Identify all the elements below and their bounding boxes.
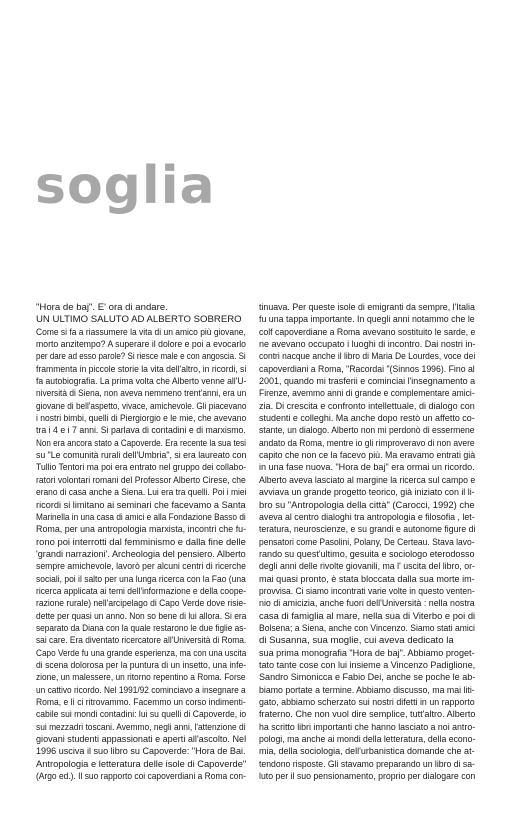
text-line: casa di famiglia al mare, nella sua di Viterbo e poi di [259, 610, 476, 622]
text-line: andato da Roma, mentre io gli rimproveravo di non avere [259, 437, 475, 449]
text-line: bro su "Antropologia della città" (Carocci, 1992) che [259, 499, 475, 511]
text-line: di scena dolorosa per la puntura di un insetto, una infe- [36, 659, 247, 671]
text-line: Firenze, avemmo anni di grande e complementare amici- [259, 388, 475, 400]
text-line: sua prima monografia "Hora de baj". Abbiamo proget- [259, 647, 475, 659]
text-line: frammenta in piccole storie la vita dell'altro, in ricordi, si [36, 363, 247, 375]
text-line: gato, abbiamo scherzato sui nostri difetti in un rapporto [259, 697, 475, 708]
text-line: giovane di bell'aspetto, vivace, amichevole. Gli piacevano [36, 400, 247, 412]
text-line: zione, un malessere, un ritorno repentino a Roma. Forse [36, 672, 246, 684]
text-line: avviava un grande progetto teorico, già iniziato con il li- [259, 487, 475, 499]
text-line: luto per il suo pensionamento, proprio per dialogare con [259, 771, 476, 783]
text-line: contri nacque anche il libro di Maria De Lourdes, voce dei [259, 351, 476, 363]
text-line: colf capoverdiane a Roma avevano sostituito le sarde, e [259, 326, 476, 338]
text-line: su "Le comunità rurali dell'Umbria", si era laureato con [36, 450, 247, 462]
text-line: fu una tappa importante. In quegli anni notammo che le [259, 314, 475, 326]
text-line: rono poi interrotti dal femminismo e dalla fine delle [36, 536, 246, 548]
text-line: biamo portate a termine. Abbiamo discusso, ma mai liti- [259, 684, 475, 696]
text-line: tra i 4 e i 7 anni. Si parlava di contadini e di marxismo. [36, 425, 246, 437]
text-line: rando su quest'ultimo, gesuita e sociologo eterodosso [259, 548, 475, 560]
text-line: Come si fa a riassumere la vita di un amico più giovane, [36, 326, 246, 338]
text-line: sai care. Era diventato ricercatore all'Università di Roma. [36, 635, 247, 647]
text-line: ricerca applicata ai temi dell'informazione e della coope- [36, 585, 247, 597]
text-line: fa autobiografia. La prima volta che Alberto venne all'U- [36, 376, 247, 388]
text-line: stante, un dialogo. Alberto non mi perdonò di essermene [259, 425, 475, 437]
text-line: niversità di Siena, non aveva nemmeno trent'anni, era un [36, 388, 247, 400]
text-line: sui mezzadri toscani. Avemmo, negli anni, l'attenzione di [36, 721, 246, 733]
text-line: ne avevano occupato i luoghi di incontro. Dai nostri in- [259, 339, 476, 351]
text-line: Marinella in una casa di amici e alla Fondazione Basso di [36, 511, 246, 523]
text-line: "Hora de baj". E' ora di andare. [36, 302, 168, 313]
text-line: in una fase nuova. "Hora de baj" era ormai un ricordo. [259, 462, 475, 474]
text-line: capito che non ce la facevo più. Ma eravamo entrati già [259, 450, 476, 462]
text-line: giovani studenti appassionati e aperti all'ascolto. Nel [36, 734, 247, 746]
text-line: teratura, neuroscienze, e su grandi e autonome figure di [259, 524, 476, 536]
text-line: ricordi si limitano ai seminari che facevamo a Santa [36, 499, 246, 511]
text-line: 'grandi narrazioni'. Archeologia del pensiero. Alberto [36, 548, 246, 560]
text-line: Bolsena; a Siena, anche con Vincenzo. Siamo stati amici [259, 622, 475, 634]
text-line: (Argo ed.). Il suo rapporto coi capoverdiani a Roma con- [36, 771, 246, 783]
text-line: tato tante cose con lui insieme a Vincenzo Padiglione, [259, 659, 476, 671]
text-line: Non era ancora stato a Capoverde. Era recente la sua tesi [36, 437, 246, 449]
text-line: 2001, quando mi trasferii e cominciai l'insegnamento a [259, 376, 476, 388]
text-line: morto anzitempo? A superare il dolore e poi a evocarlo [36, 339, 246, 351]
text-line: ratori volontari romani del Professor Alberto Cirese, che [36, 474, 246, 486]
text-line: tinuava. Per queste isole di emigranti da sempre, l'Italia [259, 302, 475, 313]
text-column-left [36, 302, 246, 783]
text-line: ha scritto libri importanti che hanno lasciato a noi antro- [259, 721, 476, 733]
text-line: UN ULTIMO SALUTO AD ALBERTO SOBRERO [36, 314, 242, 326]
text-line: cabile sui mondi contadini: lui su quelli di Capoverde, io [36, 709, 247, 721]
text-line: Antropologia e letteratura delle isole di Capoverde" [36, 758, 247, 770]
text-line: nio di amicizia, anche fuori dell'Università : nella nostra [259, 598, 475, 610]
text-line: zia. Di crescita e confronto intellettuale, di dialogo con [259, 400, 475, 412]
text-line: dette per quasi un anno. Non so bene di lui allora. Si era [36, 610, 247, 622]
text-line: Tullio Tentori ma poi era entrato nel gruppo dei collabo- [36, 462, 247, 474]
section-title: soglia [35, 156, 216, 216]
text-line: Sandro Simonicca e Fabio Dei, anche se poche le ab- [259, 672, 476, 684]
text-line: erano di casa anche a Siena. Lui era tra quelli. Poi i miei [36, 487, 247, 499]
text-line: mai quasi pronto, è stata bloccata dalla sua morte im- [259, 573, 475, 585]
text-line: pensatori come Pasolini, Polany, De Certeau. Stava lavo- [259, 536, 475, 548]
text-line: tendono risposte. Gli stavamo preparando un libro di sa- [259, 758, 475, 770]
text-line: sociali, poi il salto per una lunga ricerca con la Fao (una [36, 573, 246, 585]
text-line: Roma, per una antropologia marxista, incontri che fu- [36, 524, 247, 536]
text-line: degli anni delle rivolte giovanili, ma l' uscita del libro, or- [259, 561, 475, 573]
text-line: razione rurale) nell'arcipelago di Capo Verde dove risie- [36, 598, 246, 610]
text-line: studenti e colleghi. Ma anche dopo restò un affetto co- [259, 413, 475, 425]
text-column-right [259, 302, 475, 783]
text-line: per dare ad esso parole? Si riesce male e con angoscia. Si [36, 351, 246, 363]
text-line: Capo Verde fu una grande esperienza, ma con una uscita [36, 647, 247, 659]
text-line: fraterno. Che non vuol dire semplice, tutt'altro. Alberto [259, 709, 476, 721]
text-line: sempre amichevole, lavorò per alcuni centri di ricerche [36, 561, 246, 573]
text-line: aveva al centro dialoghi tra antropologia e filosofia , let- [259, 511, 475, 523]
text-line: separato da Diana con la quale restarono le due figlie as- [36, 622, 247, 634]
text-line: mia, della sociologia, dell'urbanistica domande che at- [259, 746, 475, 758]
text-line: 1996 usciva il suo libro su Capoverde: "Hora de Bai. [36, 746, 246, 758]
text-line: di Susanna, sua moglie, cui aveva dedicato la [259, 635, 454, 647]
text-line: capoverdiani a Roma, "Racordai "(Sinnos 1996). Fino al [259, 363, 475, 375]
text-line: Roma, e lì ci ritrovammo. Facemmo un corso indimenti- [36, 697, 246, 708]
text-line: i nostri bimbi, quelli di Piergiorgio e le mie, che avevano [36, 413, 247, 425]
text-line: un cattivo ricordo. Nel 1991/92 cominciavo a insegnare a [36, 684, 246, 696]
text-line: Alberto aveva lasciato al margine la ricerca sul campo e [259, 474, 476, 486]
text-line: pologi, ma anche ai mondi della letteratura, della econo- [259, 734, 476, 746]
text-line: provvisa. Ci siamo incontrati varie volte in questo venten- [259, 585, 475, 597]
